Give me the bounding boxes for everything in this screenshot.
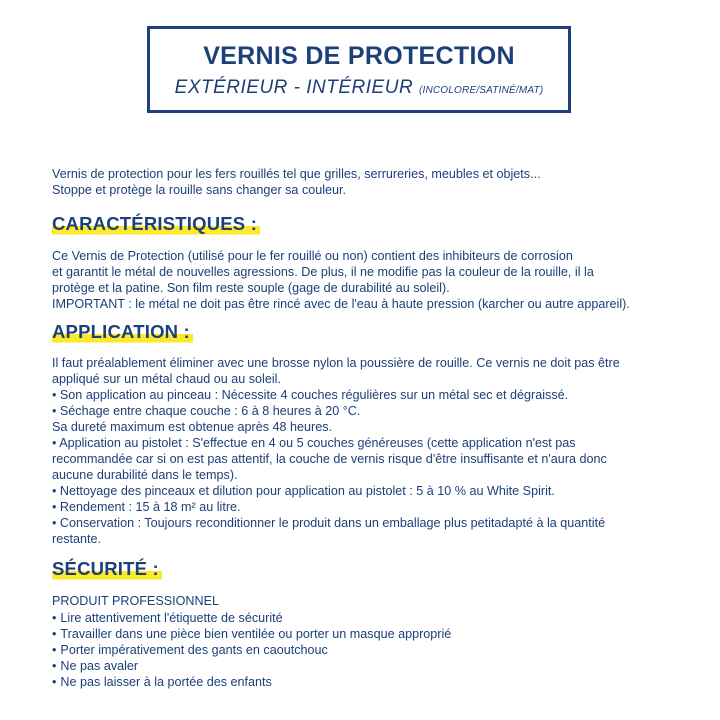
securite-list <box>52 610 692 690</box>
list-item: • Lire attentivement l'étiquette de sécurité <box>52 610 692 626</box>
text-line: Ce Vernis de Protection (utilisé pour le fer rouillé ou non) contient des inhibiteurs de corrosion <box>52 249 573 263</box>
text-line: et garantit le métal de nouvelles agressions. De plus, il ne modifie pas la couleur de la rouille, il la <box>52 265 594 279</box>
text-line: • Conservation : Toujours reconditionner le produit dans un emballage plus petitadapté à la quantité <box>52 516 606 530</box>
text-line: • Nettoyage des pinceaux et dilution pour application au pistolet : 5 à 10 % au White Spirit. <box>52 484 555 498</box>
text-line: • Son application au pinceau : Nécessite 4 couches régulières sur un métal sec et dégraissé. <box>52 388 569 402</box>
list-item: • Ne pas laisser à la portée des enfants <box>52 674 692 690</box>
intro-line: Vernis de protection pour les fers rouillés tel que grilles, serrureries, meubles et objets... <box>52 167 541 181</box>
text-line: • Application au pistolet : S'effectue en 4 ou 5 couches généreuses (cette application n'est pas <box>52 436 576 450</box>
text-line: recommandée car si on est pas attentif, la couche de vernis risque d'être insuffisante et n'aura donc <box>52 452 607 466</box>
page-title: VERNIS DE PROTECTION <box>203 42 515 70</box>
securite-subheading: PRODUIT PROFESSIONNEL <box>52 594 220 608</box>
document-body <box>52 166 692 690</box>
text-line: IMPORTANT : le métal ne doit pas être rincé avec de l'eau à haute pression (karcher ou autre appareil). <box>52 297 630 311</box>
page-subtitle <box>150 77 568 99</box>
section-heading-caracteristiques: CARACTÉRISTIQUES : <box>52 212 260 236</box>
list-item: • Travailler dans une pièce bien ventilée ou porter un masque approprié <box>52 626 692 642</box>
text-line: Sa dureté maximum est obtenue après 48 heures. <box>52 420 333 434</box>
text-line: Il faut préalablement éliminer avec une brosse nylon la poussière de rouille. Ce vernis ne doit pas être <box>52 356 620 370</box>
text-line: restante. <box>52 532 102 546</box>
list-item: • Porter impérativement des gants en caoutchouc <box>52 642 692 658</box>
text-line: appliqué sur un métal chaud ou au soleil. <box>52 372 281 386</box>
text-line: • Séchage entre chaque couche : 6 à 8 heures à 20 °C. <box>52 404 361 418</box>
intro-line: Stoppe et protège la rouille sans changer sa couleur. <box>52 183 347 197</box>
subtitle-text: EXTÉRIEUR - INTÉRIEUR <box>174 77 414 98</box>
section-heading-application: APPLICATION : <box>52 320 193 344</box>
application-paragraph <box>52 355 692 547</box>
text-line: • Rendement : 15 à 18 m² au litre. <box>52 500 241 514</box>
text-line: protège et la patine. Son film reste souple (gage de durabilité au soleil). <box>52 281 450 295</box>
subtitle-finish: (INCOLORE/SATINÉ/MAT) <box>418 85 544 96</box>
section-heading-securite: SÉCURITÉ : <box>52 557 162 581</box>
caracteristiques-paragraph <box>52 248 692 312</box>
title-box <box>147 26 571 113</box>
list-item: • Ne pas avaler <box>52 658 692 674</box>
intro-paragraph <box>52 166 692 198</box>
text-line: aucune durabilité dans le temps). <box>52 468 238 482</box>
